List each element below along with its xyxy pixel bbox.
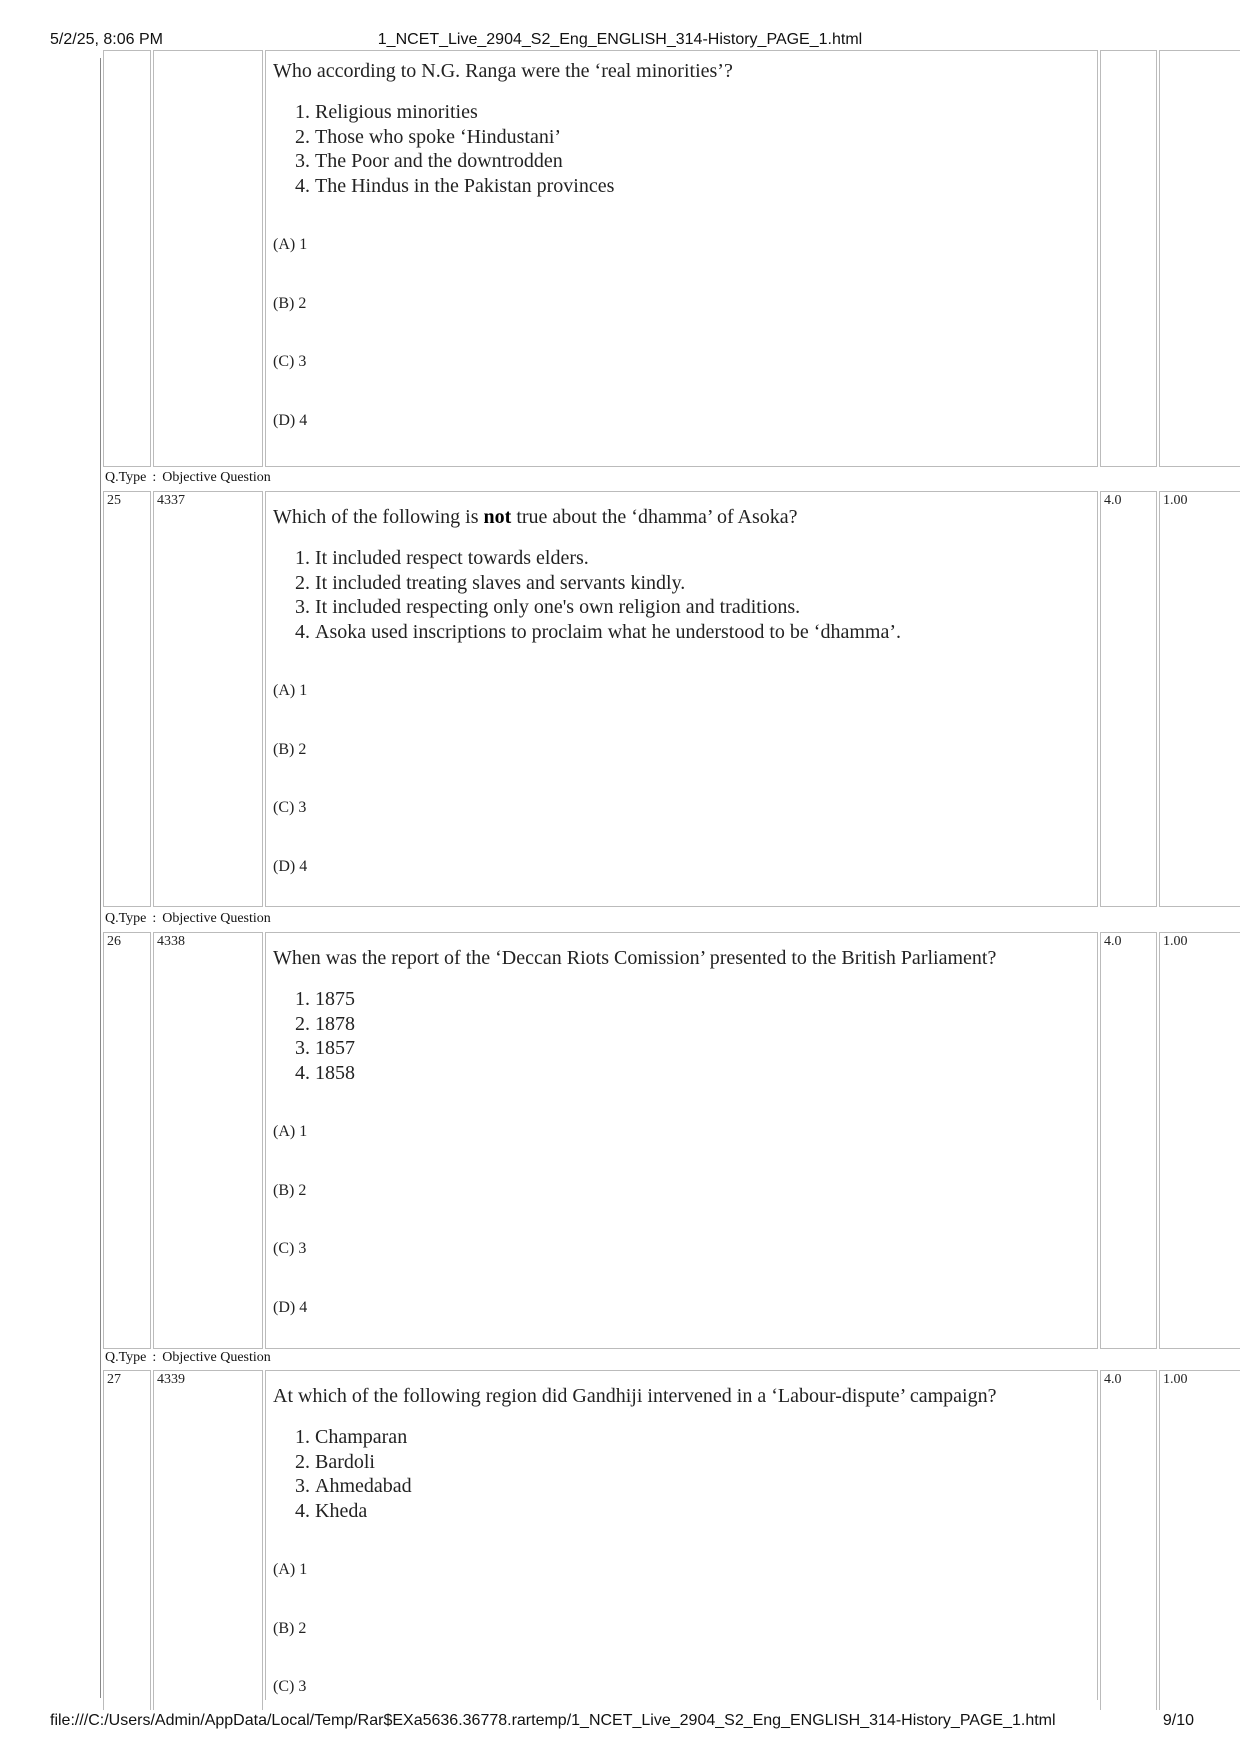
negative-marks-cell: 1.00 — [1159, 1370, 1240, 1710]
answer-choice: (D) 4 — [273, 1298, 308, 1316]
answer-choice: (A) 1 — [273, 1561, 308, 1578]
option-list — [273, 987, 1097, 1085]
negative-marks-cell: 1.00 — [1159, 491, 1240, 907]
option-list — [273, 100, 1097, 198]
answer-choice: (A) 1 — [273, 682, 308, 699]
negative-marks-cell: 1.00 — [1159, 932, 1240, 1349]
question-text: At which of the following region did Gandhiji intervened in a ‘Labour-dispute’ campaign? — [273, 1385, 997, 1407]
option-item: 1. It included respect towards elders. — [315, 546, 1097, 571]
marks-cell: 4.0 — [1100, 1370, 1157, 1710]
answer-choice: (B) 2 — [273, 1181, 307, 1199]
question-text: When was the report of the ‘Deccan Riots Comission’ presented to the British Parliament? — [273, 947, 997, 969]
option-item: 4. Asoka used inscriptions to proclaim what he understood to be ‘dhamma’. — [315, 620, 1097, 645]
option-item: 4. Kheda — [315, 1499, 1097, 1524]
question-id-cell: 4338 — [153, 932, 263, 1349]
option-item: 2. 1878 — [315, 1012, 1097, 1037]
answer-choice: (A) 1 — [273, 236, 308, 253]
answer-choice: (A) 1 — [273, 1123, 308, 1140]
answer-choice: (B) 2 — [273, 740, 307, 758]
question-content-cell — [265, 491, 1098, 907]
marks-cell — [1100, 50, 1157, 467]
option-item: 1. Religious minorities — [315, 100, 1097, 125]
question-id-cell: 4337 — [153, 491, 263, 907]
print-page-title: 1_NCET_Live_2904_S2_Eng_ENGLISH_314-History_PAGE_1.html — [377, 31, 863, 48]
answer-choice: (C) 3 — [273, 1678, 307, 1695]
option-item: 3. It included respecting only one's own religion and traditions. — [315, 595, 1097, 620]
table-outer-border — [100, 58, 101, 1698]
answer-choice: (D) 4 — [273, 857, 308, 875]
question-number-cell: 25 — [103, 491, 151, 907]
negative-marks-cell — [1159, 50, 1240, 467]
option-item: 4. The Hindus in the Pakistan provinces — [315, 174, 1097, 199]
question-type-label: Q.Type : Objective Question — [105, 470, 271, 485]
option-list — [273, 1425, 1097, 1523]
question-content-cell — [265, 50, 1098, 467]
answer-choice: (C) 3 — [273, 799, 307, 816]
print-file-path: file:///C:/Users/Admin/AppData/Local/Temp/Rar$EXa5636.36778.rartemp/1_NCET_Live_2904_S2_Eng_ENGLISH_314-History_PAGE_1.html — [50, 1712, 1056, 1729]
option-item: 2. Bardoli — [315, 1450, 1097, 1475]
question-type-label: Q.Type : Objective Question — [105, 911, 271, 926]
option-item: 2. Those who spoke ‘Hindustani’ — [315, 125, 1097, 150]
question-id-cell: 4339 — [153, 1370, 263, 1710]
answer-choice: (B) 2 — [273, 1619, 307, 1637]
option-item: 3. The Poor and the downtrodden — [315, 149, 1097, 174]
question-text: Who according to N.G. Ranga were the ‘real minorities’? — [273, 60, 733, 82]
question-number-cell: 27 — [103, 1370, 151, 1710]
answer-choice: (D) 4 — [273, 411, 308, 429]
print-page-number: 9/10 — [1162, 1712, 1194, 1729]
question-content-cell — [265, 1370, 1098, 1700]
question-number-cell — [103, 50, 151, 467]
print-datetime: 5/2/25, 8:06 PM — [50, 31, 163, 48]
option-list — [273, 546, 1097, 644]
option-item: 1. 1875 — [315, 987, 1097, 1012]
question-type-label: Q.Type : Objective Question — [105, 1350, 271, 1365]
answer-choice: (C) 3 — [273, 1240, 307, 1257]
question-content-cell — [265, 932, 1098, 1349]
answer-choice: (C) 3 — [273, 353, 307, 370]
marks-cell: 4.0 — [1100, 932, 1157, 1349]
option-item: 4. 1858 — [315, 1061, 1097, 1086]
option-item: 1. Champaran — [315, 1425, 1097, 1450]
question-id-cell — [153, 50, 263, 467]
answer-choice: (B) 2 — [273, 294, 307, 312]
option-item: 3. Ahmedabad — [315, 1474, 1097, 1499]
question-text: Which of the following is not true about the ‘dhamma’ of Asoka? — [273, 506, 798, 528]
marks-cell: 4.0 — [1100, 491, 1157, 907]
option-item: 2. It included treating slaves and servants kindly. — [315, 571, 1097, 596]
option-item: 3. 1857 — [315, 1036, 1097, 1061]
question-number-cell: 26 — [103, 932, 151, 1349]
